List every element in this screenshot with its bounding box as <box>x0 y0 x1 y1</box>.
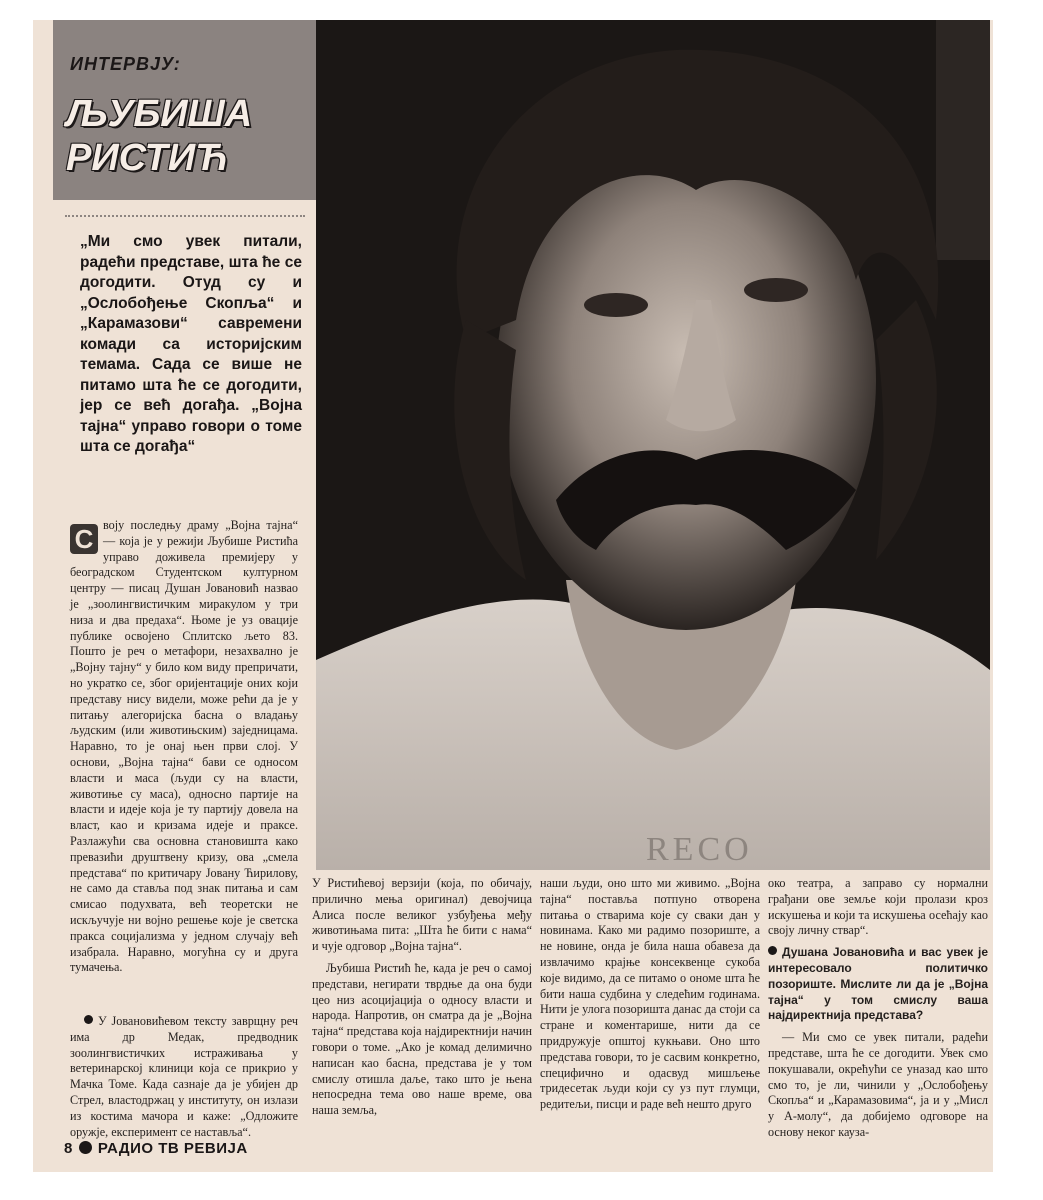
headline-line-2: РИСТИЋ <box>66 137 228 179</box>
text-column-2 <box>312 876 532 1125</box>
text-column-1-continued <box>70 1014 298 1146</box>
page-number: 8 <box>64 1140 73 1157</box>
portrait-photo <box>316 20 990 870</box>
bullet-icon <box>84 1015 93 1024</box>
portrait-illustration <box>316 20 990 870</box>
pull-quote: „Ми смо увек питали, радећи представе, шта ће се догодити. Отуд су и „Ослобођење Скопља“ и „Карамазови“ савремени комади са историјским темама. Сада се више не питамо шта ће се догодити, јер се већ догађа. „Војна тајна“ управо говори о томе шта се догађа“ <box>80 233 302 455</box>
bullet-icon <box>79 1141 92 1154</box>
paragraph: наши људи, оно што ми живимо. „Војна тајна“ поставља потпуно отворена питања о стварима које су сваки дан у новинама. Како ми радимо позориште, а не новине, онда је била наша обавеза да извлачимо крајње консеквенце сукоба које видимо, да се питамо о ономе шта ће бити наша судбина у следећим годинама. Нити је улога позоришта данас да стоји са стране и коментарише, нити да се придружује општој кукњави. Оно што представа говори, то је сасвим конкретно, специфично и одасвуд мишљење тридесетак људи који су уз пут глумци, редитељи, писци и раде већ нешто друго <box>540 876 760 1112</box>
interview-question: Душана Јовановића и вас увек је интересовало политичко позориште. Мислите ли да је „Војна тајна“ у том смислу ваша најдиректнија представа? <box>768 945 988 1023</box>
paragraph: У Ристићевој верзији (која, по обичају, прилично мења оригинал) девојчица Алиса после великог узбуђења међу животињама пита: „Шта ће бити с нама“ и чује одговор „Војна тајна“. <box>312 876 532 954</box>
bullet-icon <box>768 946 777 955</box>
divider <box>65 215 305 218</box>
lead-paragraph <box>70 518 298 976</box>
paragraph: око театра, а заправо су нормални грађани ове земље који пролази кроз искушења и који та искушења осећају као своју личну ствар“. <box>768 876 988 938</box>
article-headline <box>66 92 306 180</box>
text-column-3 <box>540 876 760 1119</box>
magazine-name: РАДИО ТВ РЕВИЈА <box>97 1140 248 1157</box>
shirt-print: RECO <box>646 831 753 868</box>
headline-line-1: ЉУБИША <box>66 93 253 135</box>
paragraph: У Јовановићевом тексту заврщну реч има др Медак, предводник зоолингвистичких истраживања у ветеринарској клиници која се прикрио у Мачка Томе. Када сазнаје да је убијен др Стрел, властодржац у институту, он излази из костима мачора и каже: „Одложите оружје, експеримент се наставља“. <box>70 1014 298 1139</box>
text-column-4 <box>768 876 988 1147</box>
drop-cap: С <box>70 524 98 554</box>
lead-text: војy последњу драму „Војна тајна“ — која је у режији Љубише Ристића управо доживела премијеру у београдском Студентском културном центру — писац Душан Јовановић назвао је „зоолингвистичким миракулом у три низа и два предаха“. Њоме је уз овације публике освојено Сплитско љето 83. Пошто је реч о метафори, незахвално је „Војну тајну“ у било ком виду препричати, но укратко се, због оријентације оних који представу нису видели, може рећи да је у питању алегоријска басна о владању људским (или животињским) заједницама. Наравно, то је онај њен први слој. У основи, „Војна тајна“ бави се односом власти и маса (људи су на власти, животиње су маса), односно партије на власти и идеје која је ту партију довела на власт, као и кризама идеје и праксе. Разлажући сва основна становишта како превазићи друштвену кризу, ова „смела представа“ по критичару Јовану Ћирилову, не само да ставља под знак питања и сам смисао подухвата, већ теоретски не искључује ни војно решење које је светска пракса социјализма у једном случају већ изабрала. Наравно, могућна су и друга тумачења. <box>70 518 298 975</box>
interview-answer: — Ми смо се увек питали, радећи представе, шта ће се догодити. Увек смо покушавали, окрећући се уназад као што смо то, је ли, чинили у „Ослобођењу Скопља“ и „Карамазовима“, ја и у „Мисл у А-молу“, да добијемо одговоре на основу неког кауза- <box>768 1030 988 1139</box>
page-footer <box>64 1140 248 1157</box>
section-kicker: ИНТЕРВЈУ: <box>70 54 181 74</box>
paragraph: Љубиша Ристић ће, када је реч о самој представи, негирати тврдње да она буди цео низ асоцијација о односу власти и народа. Напротив, он сматра да је „Војна тајна“ представа која најдиректнији начин говори о томе. „Ако је комад делимично написан као басна, представа је у том смислу отишла даље, тако што је њена непосредна тема ово наше време, ова наша земља, <box>312 960 532 1118</box>
